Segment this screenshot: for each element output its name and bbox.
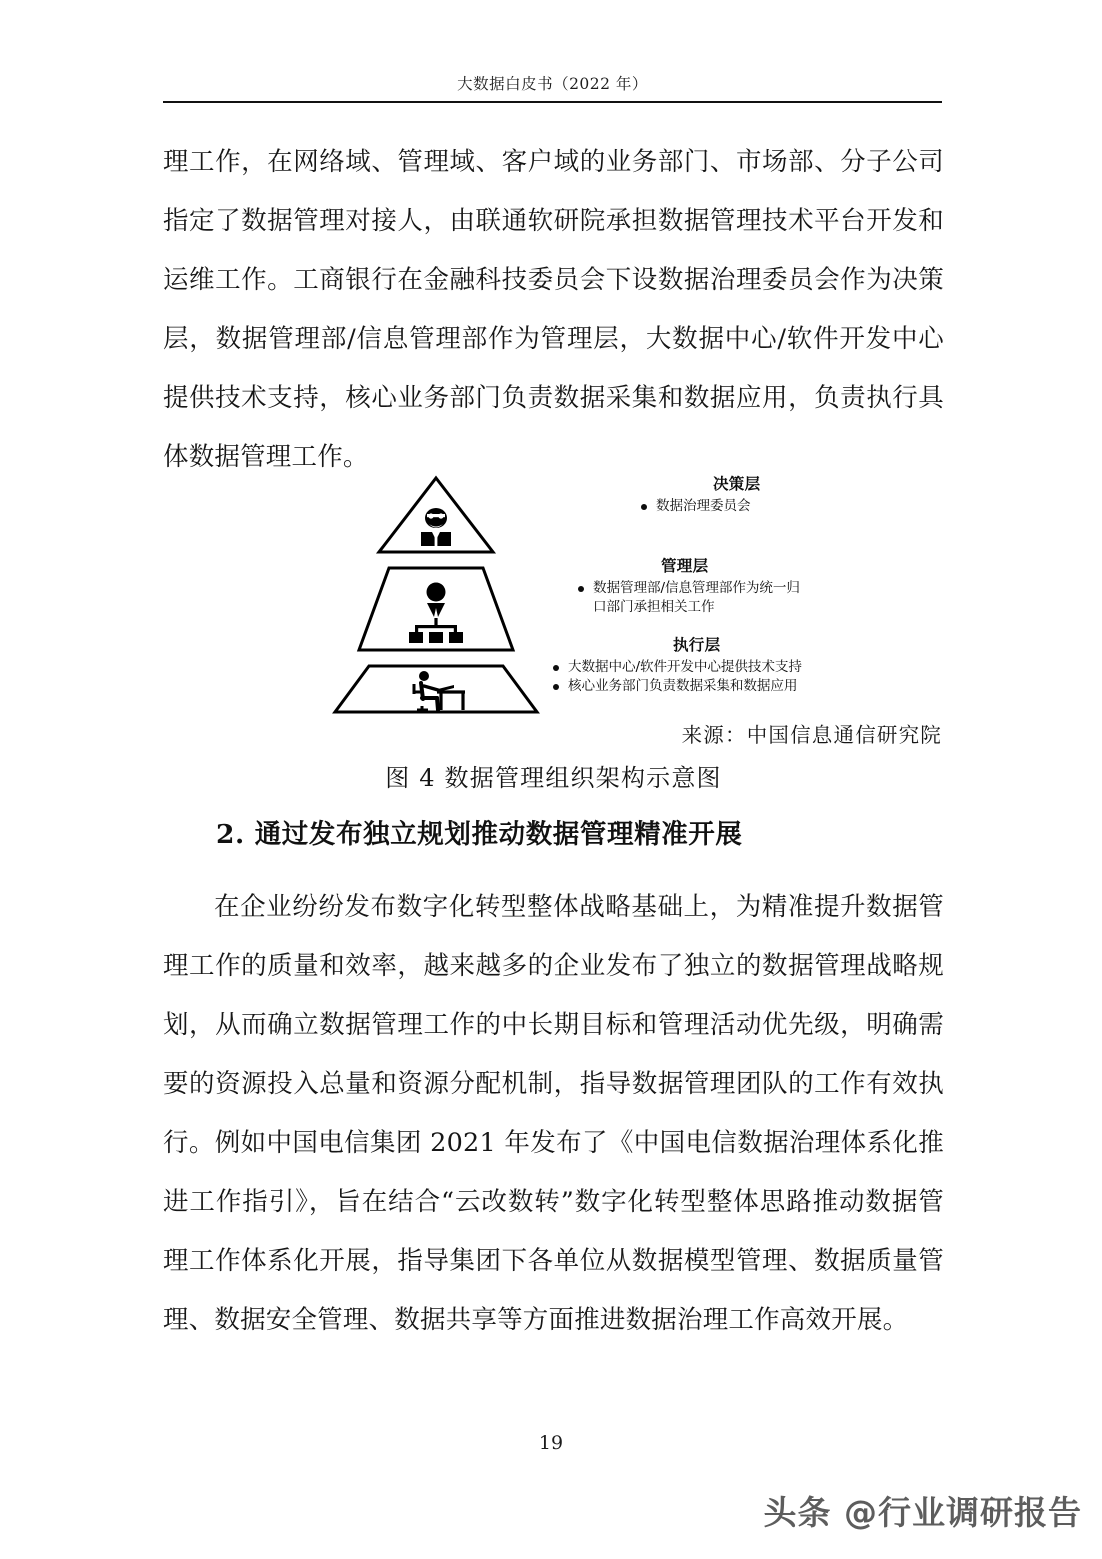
header-title: 大数据白皮书（2022 年） [457,75,648,93]
pyramid-shapes [281,470,591,718]
pyramid-diagram [163,470,944,718]
tier-label-execution [553,635,933,696]
page-number: 19 [538,1432,564,1454]
tier-title: 决策层 [713,475,761,493]
tier-bullet-list [641,497,941,516]
page-section-title: 2. 通过发布独立规划推动数据管理精准开展 [216,819,743,850]
figure-source: 来源：中国信息通信研究院 [681,723,942,747]
tier-bullet: 大数据中心/软件开发中心提供技术支持 [553,658,933,677]
figure-4 [163,470,944,798]
tier-label-decision [641,474,941,516]
paragraph-block-2 [163,878,944,1350]
tier-bullet: 核心业务部门负责数据采集和数据应用 [553,677,933,696]
section-heading-block [163,812,944,858]
header-rule [163,101,942,103]
figure-caption: 图 4 数据管理组织架构示意图 [385,764,722,792]
tier-bullet-list [578,579,908,617]
tier-label-management [578,556,908,617]
tier-bullet: 数据管理部/信息管理部作为统一归口部门承担相关工作 [578,579,811,617]
paragraph-continuation: 理工作，在网络域、管理域、客户域的业务部门、市场部、分子公司指定了数据管理对接人，由联通软研院承担数据管理技术平台开发和运维工作。工商银行在金融科技委员会下设数据治理委员会作为决策层，数据管理部/信息管理部作为管理层，大数据中心/软件开发中心提供技术支持，核心业务部门负责数据采集和数据应用，负责执行具体数据管理工作。 [163,147,944,472]
tier-title: 执行层 [673,636,721,654]
paragraph-block-1 [163,133,944,487]
tier-bullet-list [553,658,933,696]
tier-title: 管理层 [661,557,709,575]
tier-bullet: 数据治理委员会 [641,497,941,516]
running-header [163,72,942,103]
watermark: 头条 @行业调研报告 [763,1493,1082,1532]
paragraph: 在企业纷纷发布数字化转型整体战略基础上，为精准提升数据管理工作的质量和效率，越来越多的企业发布了独立的数据管理战略规划，从而确立数据管理工作的中长期目标和管理活动优先级，明确需要的资源投入总量和资源分配机制，指导数据管理团队的工作有效执行。例如中国电信集团 2021 年发布了《中国电信数据治理体系化推进工作指引》，旨在结合“云改数转”数字化转型整体思路推动数据管理工作体系化开展，指导集团下各单位从数据模型管理、数据质量管理、数据安全管理、数据共享等方面推进数据治理工作高效开展。 [163,892,944,1335]
